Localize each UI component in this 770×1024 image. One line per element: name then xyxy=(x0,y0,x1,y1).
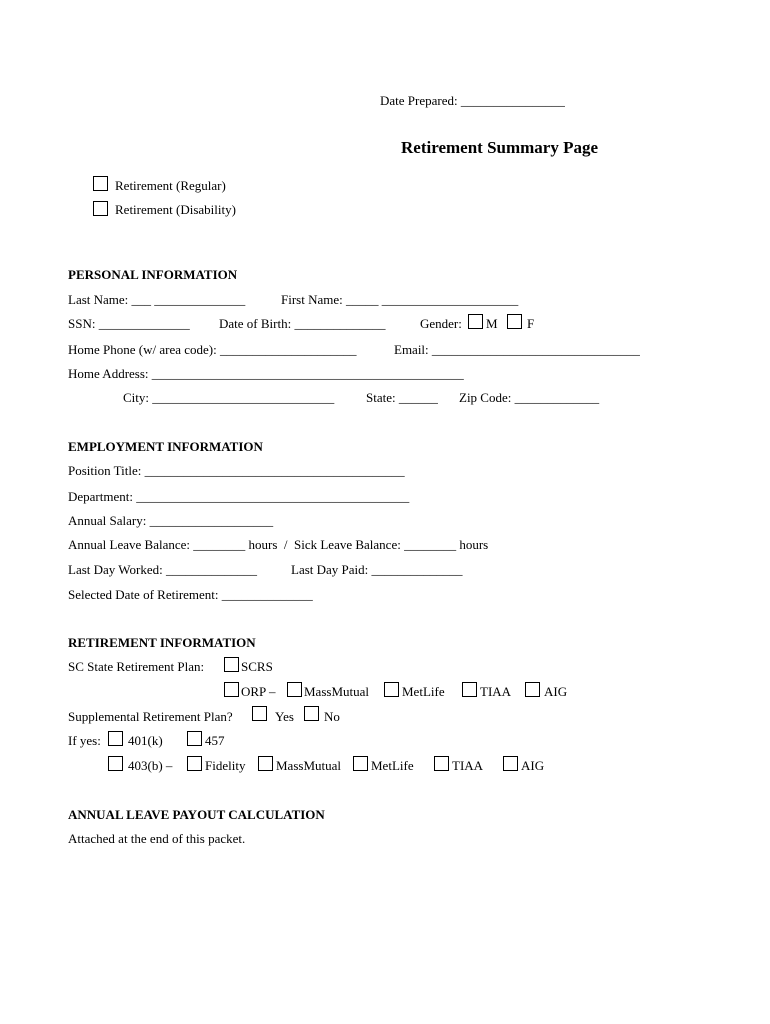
gender-label: Gender: xyxy=(420,316,462,331)
gender-f-label: F xyxy=(527,316,535,331)
orp-metlife-checkbox[interactable] xyxy=(384,682,399,697)
department-field[interactable]: Department: __________________________________________ xyxy=(68,489,410,504)
home-phone-field[interactable]: Home Phone (w/ area code): _____________________ xyxy=(68,342,357,357)
403b-massmutual-label: MassMutual xyxy=(276,758,341,773)
home-address-field[interactable]: Home Address: ________________________________________________ xyxy=(68,366,464,381)
first-name-field[interactable]: First Name: _____ _____________________ xyxy=(281,292,519,307)
sc-plan-label: SC State Retirement Plan: xyxy=(68,659,205,674)
gender-m-label: M xyxy=(486,316,498,331)
page-title: Retirement Summary Page xyxy=(401,138,599,157)
if-yes-label: If yes: xyxy=(68,733,101,748)
457-checkbox[interactable] xyxy=(187,731,202,746)
retirement-info-heading: RETIREMENT INFORMATION xyxy=(68,635,256,650)
457-label: 457 xyxy=(205,733,225,748)
retirement-disability-label: Retirement (Disability) xyxy=(115,202,236,217)
supplemental-plan-label: Supplemental Retirement Plan? xyxy=(68,709,233,724)
dob-field[interactable]: Date of Birth: ______________ xyxy=(219,316,386,331)
403b-massmutual-checkbox[interactable] xyxy=(258,756,273,771)
403b-tiaa-label: TIAA xyxy=(452,758,484,773)
supplemental-no-checkbox[interactable] xyxy=(304,706,319,721)
supplemental-yes-checkbox[interactable] xyxy=(252,706,267,721)
gender-m-checkbox[interactable] xyxy=(468,314,483,329)
supplemental-no-label: No xyxy=(324,709,340,724)
401k-checkbox[interactable] xyxy=(108,731,123,746)
orp-massmutual-label: MassMutual xyxy=(304,684,369,699)
position-title-field[interactable]: Position Title: ________________________________________ xyxy=(68,463,405,478)
last-day-worked-field[interactable]: Last Day Worked: ______________ xyxy=(68,562,257,577)
403b-aig-checkbox[interactable] xyxy=(503,756,518,771)
date-prepared-field: Date Prepared: ________________ xyxy=(380,93,565,108)
supplemental-yes-label: Yes xyxy=(275,709,294,724)
retirement-regular-checkbox[interactable] xyxy=(93,176,108,191)
orp-aig-label: AIG xyxy=(544,684,568,699)
last-name-field[interactable]: Last Name: ___ ______________ xyxy=(68,292,246,307)
gender-f-checkbox[interactable] xyxy=(507,314,522,329)
403b-aig-label: AIG xyxy=(521,758,545,773)
401k-label: 401(k) xyxy=(128,733,163,748)
employment-info-heading: EMPLOYMENT INFORMATION xyxy=(68,439,263,454)
orp-tiaa-checkbox[interactable] xyxy=(462,682,477,697)
leave-balance-field[interactable]: Annual Leave Balance: ________ hours / Sick Leave Balance: ________ hours xyxy=(68,537,489,552)
retirement-regular-label: Retirement (Regular) xyxy=(115,178,226,193)
orp-aig-checkbox[interactable] xyxy=(525,682,540,697)
orp-metlife-label: MetLife xyxy=(402,684,445,699)
last-day-paid-field[interactable]: Last Day Paid: ______________ xyxy=(291,562,463,577)
orp-checkbox[interactable] xyxy=(224,682,239,697)
scrs-label: SCRS xyxy=(241,659,273,674)
403b-fidelity-checkbox[interactable] xyxy=(187,756,202,771)
orp-tiaa-label: TIAA xyxy=(480,684,512,699)
payout-text: Attached at the end of this packet. xyxy=(68,831,246,846)
orp-label: ORP – xyxy=(241,684,276,699)
403b-metlife-checkbox[interactable] xyxy=(353,756,368,771)
ssn-field[interactable]: SSN: ______________ xyxy=(68,316,190,331)
retirement-date-field[interactable]: Selected Date of Retirement: ______________ xyxy=(68,587,313,602)
annual-salary-field[interactable]: Annual Salary: ___________________ xyxy=(68,513,274,528)
403b-fidelity-label: Fidelity xyxy=(205,758,246,773)
retirement-disability-checkbox[interactable] xyxy=(93,201,108,216)
personal-info-heading: PERSONAL INFORMATION xyxy=(68,267,238,282)
zip-field[interactable]: Zip Code: _____________ xyxy=(459,390,600,405)
403b-tiaa-checkbox[interactable] xyxy=(434,756,449,771)
orp-massmutual-checkbox[interactable] xyxy=(287,682,302,697)
403b-metlife-label: MetLife xyxy=(371,758,414,773)
403b-checkbox[interactable] xyxy=(108,756,123,771)
state-field[interactable]: State: ______ xyxy=(366,390,438,405)
scrs-checkbox[interactable] xyxy=(224,657,239,672)
payout-heading: ANNUAL LEAVE PAYOUT CALCULATION xyxy=(68,807,325,822)
403b-label: 403(b) – xyxy=(128,758,173,773)
email-field[interactable]: Email: ________________________________ xyxy=(394,342,640,357)
city-field[interactable]: City: ____________________________ xyxy=(123,390,335,405)
